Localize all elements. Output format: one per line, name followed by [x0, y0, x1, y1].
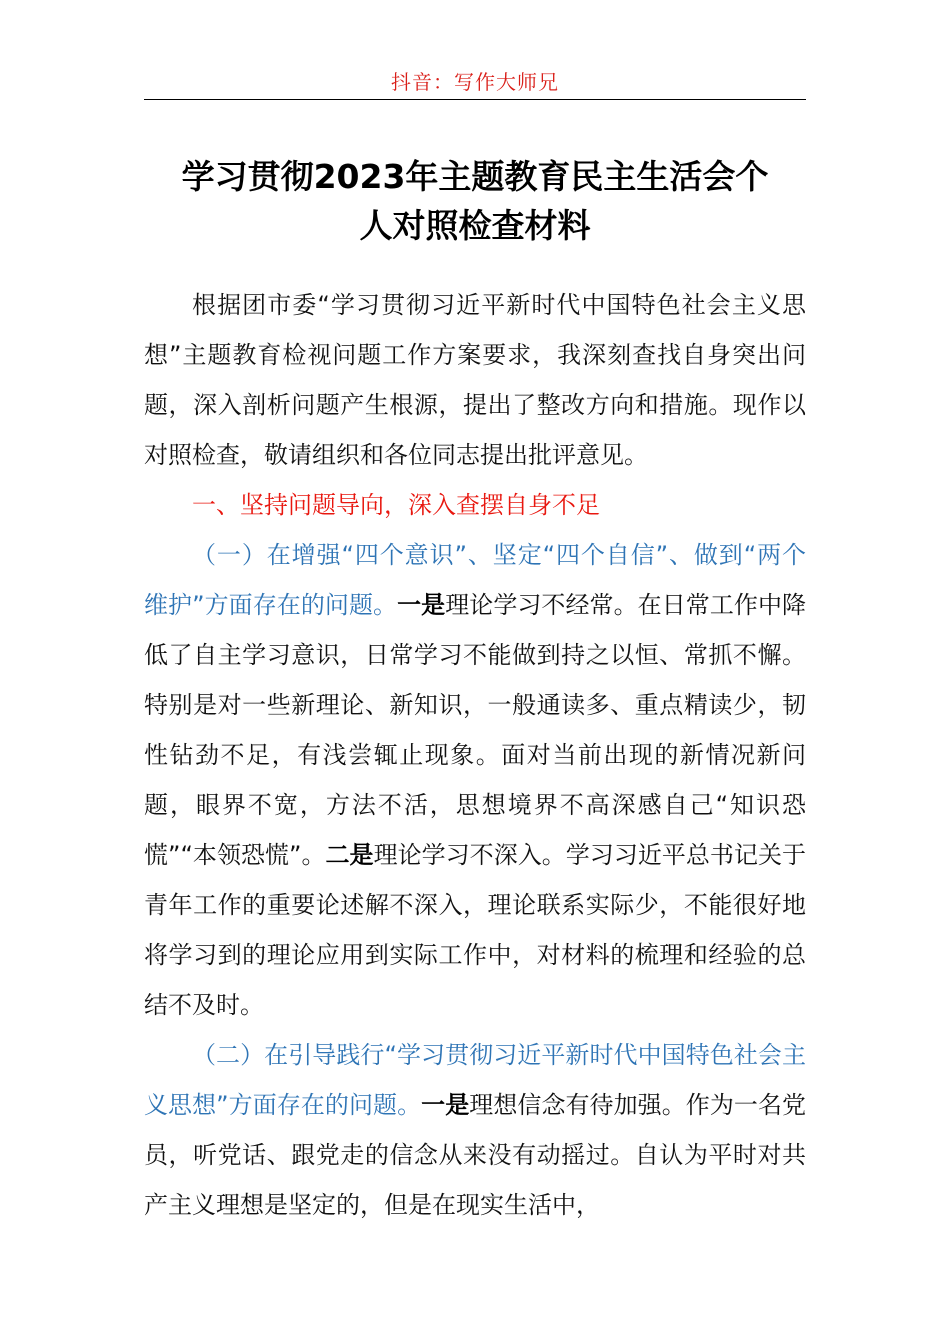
- subsection-1-lead-2: 二是: [325, 841, 374, 869]
- page-header: 抖音：写作大师兄: [391, 70, 559, 94]
- subsection-2-text-1: 理想信念有待加强。作为一名党员，听党话、跟党走的信念从来没有动摇过。自认为平时对共产主义理想是坚定的，但是在现实生活中，: [144, 1091, 807, 1219]
- subsection-1-text-1: 理论学习不经常。在日常工作中降低了自主学习意识，日常学习不能做到持之以恒、常抓不懈。特别是对一些新理论、新知识，一般通读多、重点精读少，韧性钻劲不足，有浅尝辄止现象。面对当前出现的新情况新问题，眼界不宽，方法不活，思想境界不高深感自己“知识恐慌”“本领恐慌”。: [144, 591, 807, 869]
- subsection-1-text-2: 理论学习不深入。学习习近平总书记关于青年工作的重要论述解不深入，理论联系实际少，不能很好地将学习到的理论应用到实际工作中，对材料的梳理和经验的总结不及时。: [144, 841, 807, 1019]
- subsection-2-heading: （二）在引导践行“学习贯彻习近平新时代中国特色社会主义思想”方面存在的问题。: [144, 1041, 806, 1119]
- title-line-1: 学习贯彻2023年主题教育民主生活会个: [181, 157, 769, 196]
- subsection-2-paragraph: [144, 1030, 806, 1230]
- subsection-1-heading: （一）在增强“四个意识”、坚定“四个自信”、做到“两个维护”方面存在的问题。: [144, 541, 806, 619]
- header-divider: [144, 99, 806, 100]
- document-body: [144, 280, 806, 1230]
- intro-paragraph: 根据团市委“学习贯彻习近平新时代中国特色社会主义思想”主题教育检视问题工作方案要求，我深刻查找自身突出问题，深入剖析问题产生根源，提出了整改方向和措施。现作以对照检查，敬请组织和各位同志提出批评意见。: [144, 291, 806, 469]
- subsection-1-paragraph: [144, 530, 806, 1030]
- section-1-heading: 一、坚持问题导向，深入查摆自身不足: [192, 491, 600, 519]
- subsection-1-lead-1: 一是: [397, 591, 446, 619]
- subsection-2-lead-1: 一是: [421, 1091, 470, 1119]
- document-title: [120, 152, 830, 250]
- title-line-2: 人对照检查材料: [359, 206, 591, 245]
